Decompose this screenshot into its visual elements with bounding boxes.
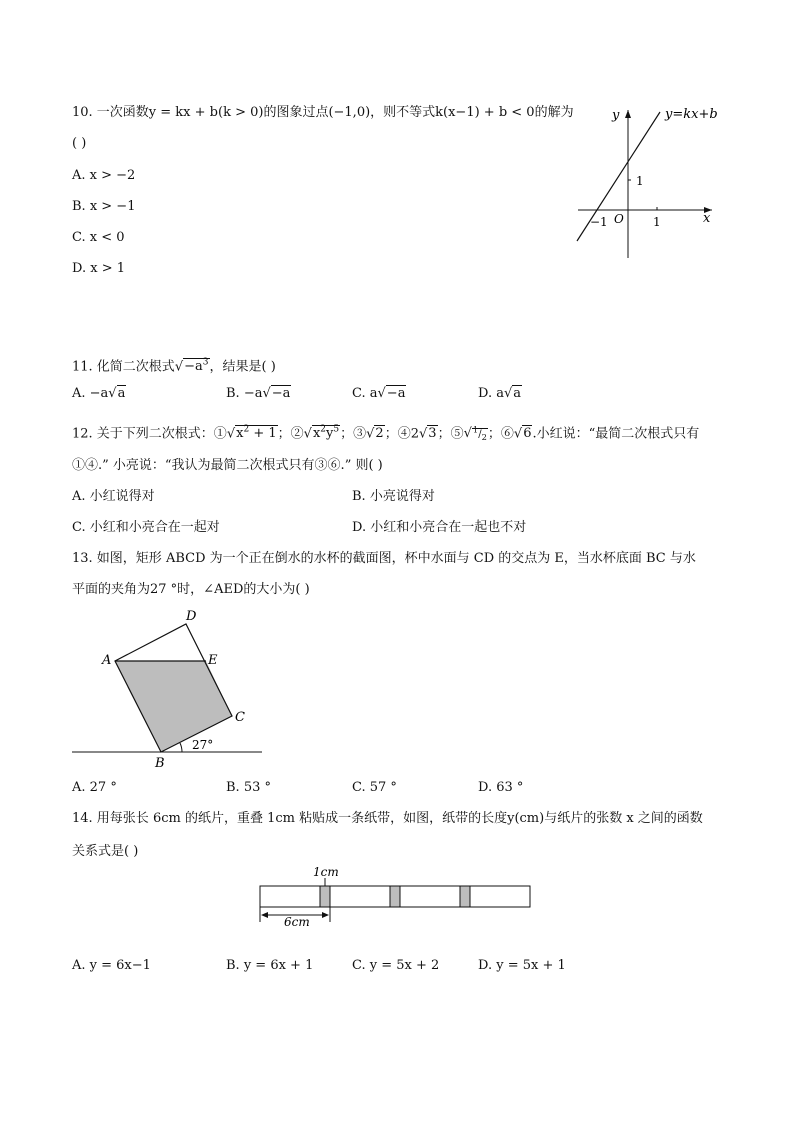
q14-option-d: D. y = 5x + 1 xyxy=(478,958,566,973)
q10-option-c: C. x < 0 xyxy=(72,230,125,245)
q11-stem xyxy=(72,354,276,376)
overlap-1 xyxy=(320,886,330,907)
q13-option-a: A. 27 ° xyxy=(72,780,117,795)
x-axis-label: x xyxy=(703,211,711,226)
label-a: A xyxy=(102,653,112,668)
q12-radical-4: √3 xyxy=(418,426,437,442)
q13-option-d: D. 63 ° xyxy=(478,780,524,795)
line-label: y=kx+b xyxy=(665,107,718,122)
q14-stem-line2: 关系式是( ) xyxy=(72,844,139,859)
q13-option-c: C. 57 ° xyxy=(352,780,397,795)
q10-option-a: A. x > −2 xyxy=(72,168,136,183)
q11-radical: $√-a^3$ xyxy=(174,358,209,375)
q12-option-a: A. 小红说得对 xyxy=(72,489,155,504)
q12-stem-line1: 12. 关于下列二次根式：$①√x^2 + 1$；$②√x^2y^5$；③√2；④2√3；$⑤√^1/_2$；⑥√6.小红说：“最简二次根式只有 xyxy=(72,425,700,443)
q11-option-a-radicand: a xyxy=(117,386,126,401)
label-b: B xyxy=(155,756,165,771)
q14-option-c: C. y = 5x + 2 xyxy=(352,958,440,973)
overlap-2 xyxy=(390,886,400,907)
q10-option-b: B. x > −1 xyxy=(72,199,136,214)
q12-option-d: D. 小红和小亮合在一起也不对 xyxy=(352,520,527,535)
dim-arrow-left-icon xyxy=(261,912,268,918)
q14-option-b: B. y = 6x + 1 xyxy=(226,958,314,973)
tick-x-neg-label: −1 xyxy=(590,215,608,229)
y-axis-arrow-icon xyxy=(625,110,631,118)
q10-graph xyxy=(570,100,730,265)
length-label: 6cm xyxy=(284,915,310,929)
q11-option-d-radicand: a xyxy=(513,386,522,401)
q11-option-b-radicand: −a xyxy=(271,386,291,401)
q11-option-c-radicand: −a xyxy=(386,386,406,401)
origin-label: O xyxy=(614,212,624,226)
y-axis-label: y xyxy=(612,108,620,123)
q12-option-c: C. 小红和小亮合在一起对 xyxy=(72,520,220,535)
q12-stem-a: 12. 关于下列二次根式：① xyxy=(72,426,227,442)
q11-option-a: A. −a√a xyxy=(72,386,126,401)
q13-stem-line1: 13. 如图，矩形 ABCD 为一个正在倒水的水杯的截面图，杯中水面与 CD 的交点为 E，当水杯底面 BC 与水 xyxy=(72,551,696,566)
angle-label: 27° xyxy=(192,738,214,752)
q12-stem-line2: ①④.” 小亮说：“我认为最简二次根式只有③⑥.” 则( ) xyxy=(72,458,383,473)
q10-option-d: D. x > 1 xyxy=(72,261,125,276)
dim-arrow-right-icon xyxy=(322,912,329,918)
label-e: E xyxy=(208,653,218,668)
q12-radical-5: $√^1/_2$ xyxy=(463,425,487,443)
q12-radical-6: √6 xyxy=(513,426,532,442)
q11-option-a-pre: A. −a xyxy=(72,386,109,401)
q11-option-b-pre: B. −a xyxy=(226,386,263,401)
q12-option-b: B. 小亮说得对 xyxy=(352,489,435,504)
q11-option-d: D. a√a xyxy=(478,386,522,401)
q10-stem-line1: 10. 一次函数y = kx + b(k > 0)的图象过点(−1,0)，则不等式k(x−1) + b < 0的解为 xyxy=(72,105,574,120)
q13-figure xyxy=(70,605,270,775)
q12-radical-2: $√x^2y^5$ xyxy=(303,425,340,442)
q13-stem-line2: 平面的夹角为27 °时，∠AED的大小为( ) xyxy=(72,582,310,597)
q10-stem-line2: ( ) xyxy=(72,136,87,151)
tick-x-pos-label: 1 xyxy=(653,215,661,229)
q11-stem-a: 11. 化简二次根式 xyxy=(72,359,175,375)
tick-y-label: 1 xyxy=(636,174,644,188)
q12-stem-b: 小红说：“最简二次根式只有 xyxy=(536,426,700,442)
q13-option-b: B. 53 ° xyxy=(226,780,271,795)
q12-radical-1: $√x^2 + 1$ xyxy=(226,425,277,442)
q14-stem-line1: 14. 用每张长 6cm 的纸片，重叠 1cm 粘贴成一条纸带，如图，纸带的长度y(cm)与纸片的张数 x 之间的函数 xyxy=(72,811,703,826)
q14-figure xyxy=(255,860,535,930)
label-d: D xyxy=(186,609,197,624)
q11-stem-b: ，结果是( ) xyxy=(209,359,276,375)
label-c: C xyxy=(235,710,245,725)
q11-option-d-pre: D. a xyxy=(478,386,504,401)
q11-option-c: C. a√−a xyxy=(352,386,406,401)
overlap-label: 1cm xyxy=(313,865,339,879)
overlap-3 xyxy=(460,886,470,907)
angle-arc xyxy=(180,743,182,752)
q11-option-c-pre: C. a xyxy=(352,386,378,401)
q12-radical-3: √2 xyxy=(366,426,384,442)
water-region xyxy=(115,661,232,752)
q14-option-a: A. y = 6x−1 xyxy=(72,958,151,973)
q11-option-b: B. −a√−a xyxy=(226,386,291,401)
